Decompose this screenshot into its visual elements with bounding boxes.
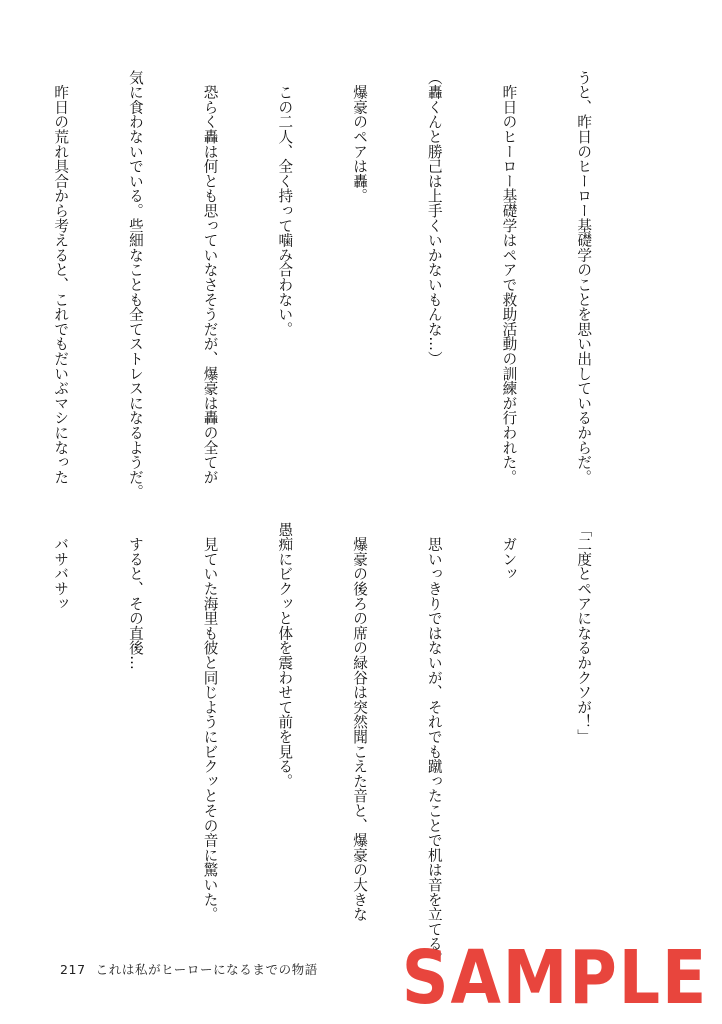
text-column: （轟くんと勝己は上手くいかないもんな…） [425,70,443,366]
text-column: 「二度とペアになるかクソが！」 [575,522,593,744]
text-column: 気に食わないでいる。些細なことも全てストレスになるようだ。 [126,70,144,500]
text-column: 昨日の荒れ具合から考えると、これでもだいぶマシになった [52,70,70,485]
text-column: 恐らく轟は何とも思っていなさそうだが、爆豪は轟の全てが [201,70,219,485]
text-column: 思いっきりではないが、それでも蹴ったことで机は音を立てる。 [425,522,443,966]
text-column: 昨日のヒーロー基礎学はペアで救助活動の訓練が行われた。 [500,70,518,485]
upper-text-block [0,70,645,500]
page-footer [60,960,318,978]
text-column: 見ていた海里も彼と同じようにビクッとその音に驚いた。 [201,522,219,922]
text-column: 爆豪の後ろの席の緑谷は突然聞こえた音と、爆豪の大きな [351,522,369,922]
text-column: この二人、全く持って噛み合わない。 [276,70,294,337]
text-column: 愚痴にビクッと体を震わせて前を見る。 [276,522,294,789]
lower-text-block [0,522,645,966]
sample-watermark: SAMPLE [401,935,708,1021]
text-column: バサバサッ [52,522,70,611]
text-column: 爆豪のペアは轟。 [351,70,369,204]
page-number: 217 [60,962,86,977]
text-column: すると、その直後… [126,522,144,670]
text-column: うと、昨日のヒーロー基礎学のことを思い出しているからだ。 [575,70,593,485]
text-column: ガンッ [500,522,518,582]
book-title: これは私がヒーローになるまでの物語 [95,962,318,977]
